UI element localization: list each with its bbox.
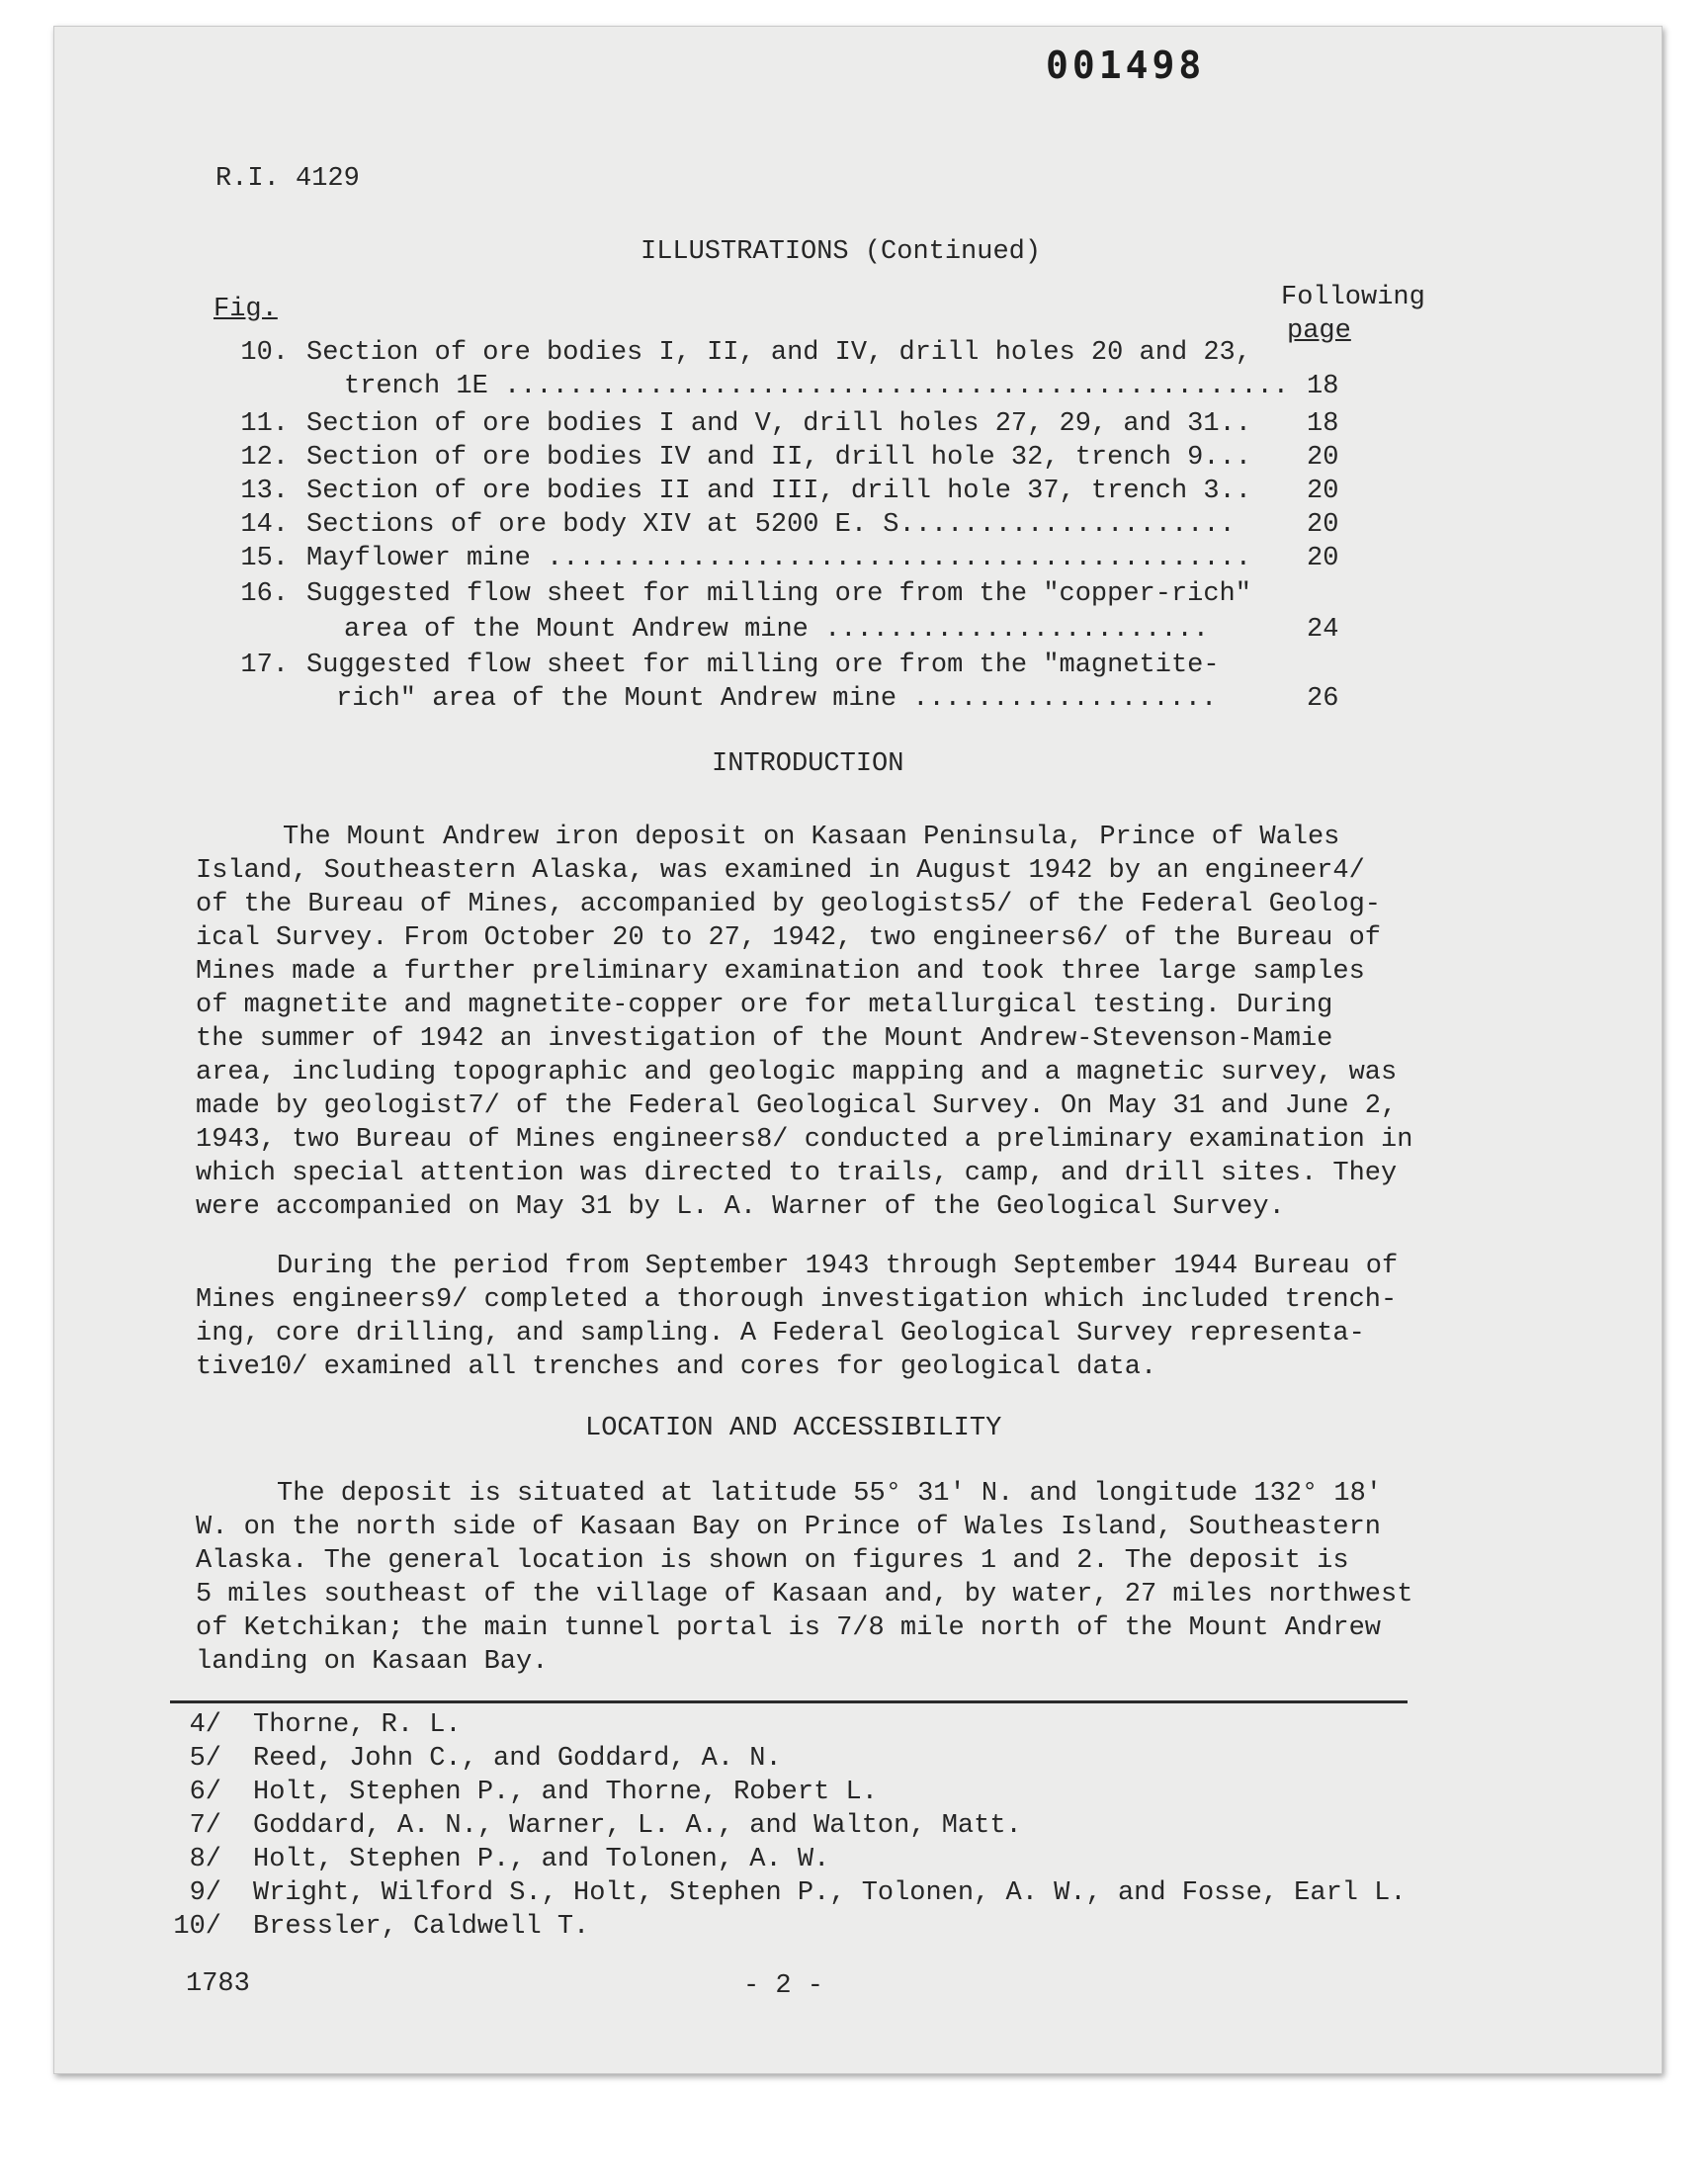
illustrations-heading: ILLUSTRATIONS (Continued): [640, 237, 1042, 267]
footnote-number: 10/: [173, 1912, 221, 1942]
fig-caption: Section of ore bodies I, II, and IV, drill holes 20 and 23,: [306, 338, 1251, 368]
text-line: Mines made a further preliminary examination and took three large samples: [196, 957, 1365, 987]
footnote-text: Thorne, R. L.: [253, 1710, 462, 1740]
text-line: of Ketchikan; the main tunnel portal is 7/8 mile north of the Mount Andrew: [196, 1613, 1381, 1643]
text-line: W. on the north side of Kasaan Bay on Prince of Wales Island, Southeastern: [196, 1513, 1381, 1542]
fig-page: 20: [1307, 443, 1339, 473]
list-item: [219, 510, 1475, 544]
text-line: 5 miles southeast of the village of Kasaan and, by water, 27 miles northwest: [196, 1580, 1413, 1610]
list-item: [219, 372, 1475, 405]
fig-column-header: Fig.: [214, 295, 278, 324]
text-line: landing on Kasaan Bay.: [196, 1647, 549, 1677]
document-number-stamp: 001498: [1046, 44, 1206, 87]
text-line: Island, Southeastern Alaska, was examined in August 1942 by an engineer4/: [196, 856, 1365, 886]
fig-caption: Mayflower mine ............................................: [306, 544, 1251, 573]
footnote-number: 5/: [189, 1744, 221, 1774]
text-line: tive10/ examined all trenches and cores for geological data.: [196, 1352, 1157, 1382]
fig-caption: Section of ore bodies I and V, drill holes 27, 29, and 31..: [306, 409, 1251, 439]
fig-caption: Sections of ore body XIV at 5200 E. S.....................: [306, 510, 1236, 540]
fig-number: 10.: [240, 338, 289, 368]
text-line: ing, core drilling, and sampling. A Federal Geological Survey representa-: [196, 1319, 1365, 1348]
footnote-text: Holt, Stephen P., and Thorne, Robert L.: [253, 1778, 878, 1807]
footnote-number: 9/: [189, 1878, 221, 1908]
location-paragraph: [196, 1477, 1471, 1679]
list-item: [219, 579, 1475, 613]
footnote: [168, 1912, 1453, 1946]
introduction-paragraph-1: [196, 821, 1471, 1224]
footer-code: 1783: [186, 1969, 250, 1999]
text-line: ical Survey. From October 20 to 27, 1942, two engineers6/ of the Bureau of: [196, 923, 1381, 953]
fig-number: 17.: [240, 651, 289, 680]
text-line: of the Bureau of Mines, accompanied by geologists5/ of the Federal Geolog-: [196, 890, 1381, 919]
text-line: were accompanied on May 31 by L. A. Warner of the Geological Survey.: [196, 1192, 1285, 1222]
fig-number: 13.: [240, 477, 289, 506]
report-id: R.I. 4129: [215, 164, 360, 194]
list-item: [219, 443, 1475, 477]
introduction-paragraph-2: [196, 1250, 1471, 1384]
footnote-divider: [170, 1700, 1408, 1703]
footnote-number: 8/: [189, 1845, 221, 1874]
page-number: - 2 -: [743, 1971, 824, 2001]
fig-page: 20: [1307, 544, 1339, 573]
list-item: [219, 651, 1475, 684]
text-line: The Mount Andrew iron deposit on Kasaan Peninsula, Prince of Wales: [283, 823, 1340, 852]
fig-page: 18: [1307, 409, 1339, 439]
fig-page: 24: [1307, 615, 1339, 645]
fig-caption: Suggested flow sheet for milling ore from the "copper-rich": [306, 579, 1251, 609]
text-line: During the period from September 1943 through September 1944 Bureau of: [277, 1252, 1399, 1281]
fig-caption-continued: rich" area of the Mount Andrew mine ...................: [336, 684, 1218, 714]
footnote: [168, 1878, 1453, 1912]
text-line: Mines engineers9/ completed a thorough investigation which included trench-: [196, 1285, 1398, 1315]
fig-caption-continued: trench 1E .................................................: [344, 372, 1289, 401]
footnote: [168, 1744, 1453, 1778]
fig-number: 12.: [240, 443, 289, 473]
text-line: The deposit is situated at latitude 55° 31' N. and longitude 132° 18': [277, 1479, 1382, 1509]
footnote-number: 4/: [189, 1710, 221, 1740]
list-item: [219, 684, 1475, 718]
text-line: area, including topographic and geologic mapping and a magnetic survey, was: [196, 1058, 1398, 1088]
footnote-number: 7/: [189, 1811, 221, 1841]
text-line: the summer of 1942 an investigation of the Mount Andrew-Stevenson-Mamie: [196, 1024, 1333, 1054]
footnote: [168, 1811, 1453, 1845]
fig-page: 20: [1307, 510, 1339, 540]
text-line: of magnetite and magnetite-copper ore for metallurgical testing. During: [196, 991, 1333, 1020]
footnote-text: Goddard, A. N., Warner, L. A., and Walton, Matt.: [253, 1811, 1022, 1841]
list-item: [219, 544, 1475, 577]
list-item: [219, 338, 1475, 372]
footnote: [168, 1710, 1453, 1744]
fig-number: 14.: [240, 510, 289, 540]
fig-caption-continued: area of the Mount Andrew mine ........................: [344, 615, 1209, 645]
fig-page: 26: [1307, 684, 1339, 714]
fig-page: 18: [1307, 372, 1339, 401]
text-line: 1943, two Bureau of Mines engineers8/ conducted a preliminary examination in: [196, 1125, 1413, 1155]
following-page-header-line1: Following: [1281, 283, 1425, 312]
text-line: which special attention was directed to trails, camp, and drill sites. They: [196, 1159, 1398, 1188]
footnote-text: Wright, Wilford S., Holt, Stephen P., Tolonen, A. W., and Fosse, Earl L.: [253, 1878, 1407, 1908]
following-page-header-line2: page: [1287, 316, 1351, 346]
fig-caption: Suggested flow sheet for milling ore from the "magnetite-: [306, 651, 1220, 680]
footnote: [168, 1845, 1453, 1878]
introduction-heading: INTRODUCTION: [712, 749, 904, 779]
fig-page: 20: [1307, 477, 1339, 506]
footnote: [168, 1778, 1453, 1811]
list-item: [219, 477, 1475, 510]
fig-caption: Section of ore bodies IV and II, drill hole 32, trench 9...: [306, 443, 1251, 473]
text-line: made by geologist7/ of the Federal Geological Survey. On May 31 and June 2,: [196, 1091, 1398, 1121]
fig-number: 11.: [240, 409, 289, 439]
fig-number: 15.: [240, 544, 289, 573]
footnote-number: 6/: [189, 1778, 221, 1807]
list-item: [219, 409, 1475, 443]
footnote-text: Bressler, Caldwell T.: [253, 1912, 590, 1942]
list-item: [219, 615, 1475, 649]
fig-number: 16.: [240, 579, 289, 609]
text-line: Alaska. The general location is shown on figures 1 and 2. The deposit is: [196, 1546, 1349, 1576]
fig-caption: Section of ore bodies II and III, drill hole 37, trench 3..: [306, 477, 1251, 506]
footnote-text: Reed, John C., and Goddard, A. N.: [253, 1744, 782, 1774]
footnote-text: Holt, Stephen P., and Tolonen, A. W.: [253, 1845, 830, 1874]
location-heading: LOCATION AND ACCESSIBILITY: [585, 1414, 1002, 1443]
